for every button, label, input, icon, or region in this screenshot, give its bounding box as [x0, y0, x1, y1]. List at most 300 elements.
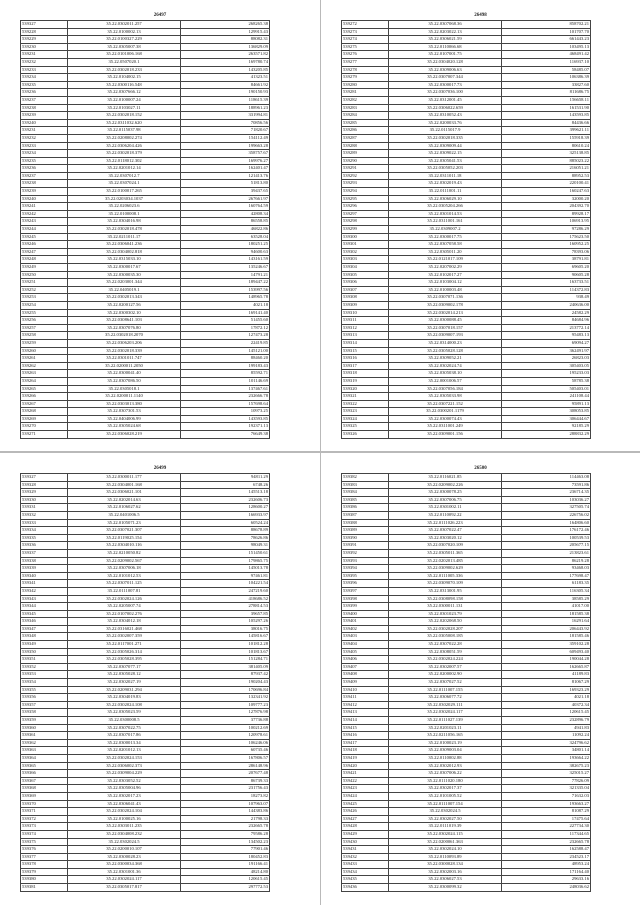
row-id-cell: 539427: [342, 815, 389, 823]
row-id-cell: 539392: [342, 549, 389, 557]
row-id-cell: 539239: [21, 112, 68, 120]
table-row: [342, 496, 591, 504]
row-id-cell: 539369: [21, 792, 68, 800]
code-cell: 35.22.0302028.207: [389, 625, 502, 633]
code-cell: 35.22.0200011.1140: [68, 393, 181, 401]
row-id-cell: 539331: [21, 504, 68, 512]
row-id-cell: 539309: [342, 301, 389, 309]
code-cell: 35.22.0201023.11: [389, 724, 502, 732]
table-row: [21, 431, 270, 439]
row-id-cell: 539281: [342, 89, 389, 97]
row-id-cell: 539306: [342, 279, 389, 287]
row-id-cell: 539330: [21, 496, 68, 504]
table-row: [342, 294, 591, 302]
code-cell: 35.22.0305011.365: [389, 549, 502, 557]
row-id-cell: 539264: [21, 377, 68, 385]
code-cell: 35.22.0306204.426: [68, 142, 181, 150]
code-cell: 35.22.0309007.2: [389, 226, 502, 234]
amount-cell: 232666.78: [181, 393, 270, 401]
row-id-cell: 539246: [21, 241, 68, 249]
table-row: [21, 423, 270, 431]
code-cell: 35.22.0302024.104: [68, 808, 181, 816]
amount-cell: 51813.80: [181, 180, 270, 188]
row-id-cell: 539287: [342, 134, 389, 142]
code-cell: 35.22.0307021.307: [68, 527, 181, 535]
amount-cell: 85592.71: [181, 370, 270, 378]
row-id-cell: 539243: [21, 218, 68, 226]
table-row: [342, 618, 591, 626]
row-id-cell: 539329: [21, 489, 68, 497]
row-id-cell: 539428: [342, 823, 389, 831]
row-id-cell: 539414: [342, 717, 389, 725]
code-cell: 35.22.0110092.22: [389, 511, 502, 519]
code-cell: 35.22.0309007.193: [389, 332, 502, 340]
row-id-cell: 539300: [342, 233, 389, 241]
table-row: [342, 732, 591, 740]
amount-cell: 192371.13: [181, 423, 270, 431]
page-title: 26497: [153, 13, 167, 18]
code-cell: 35.22.0200033.76: [389, 119, 502, 127]
code-cell: 35.22.0302024.108: [68, 701, 181, 709]
row-id-cell: 539357: [21, 701, 68, 709]
row-id-cell: 539288: [342, 142, 389, 150]
amount-cell: 98049.31: [181, 542, 270, 550]
amount-cell: 206443.92: [502, 625, 591, 633]
code-cell: 35.22.0115017.9: [389, 127, 502, 135]
amount-cell: 216051.21: [502, 165, 591, 173]
row-id-cell: 539241: [21, 203, 68, 211]
table-row: [342, 717, 591, 725]
table-row: [342, 431, 591, 439]
row-id-cell: 539235: [21, 81, 68, 89]
code-cell: 35.22.0303011.235: [68, 823, 181, 831]
code-cell: 35.22.0302024.153: [68, 754, 181, 762]
amount-cell: 661443.23: [502, 36, 591, 44]
table-row: [21, 385, 270, 393]
table-row: [21, 51, 270, 59]
table-row: [342, 127, 591, 135]
code-cell: 35.22.0205007.74: [68, 603, 181, 611]
amount-cell: 145013.78: [181, 565, 270, 573]
row-id-cell: 539249: [21, 264, 68, 272]
table-row: [342, 846, 591, 854]
amount-cell: 69094.27: [502, 339, 591, 347]
amount-cell: 167806.57: [181, 754, 270, 762]
code-cell: 35.22.0306028.219: [68, 431, 181, 439]
amount-cell: 89928.17: [502, 210, 591, 218]
amount-cell: 145513.18: [181, 489, 270, 497]
code-cell: 35.22.0309002.178: [389, 301, 502, 309]
table-row: [342, 641, 591, 649]
row-id-cell: 539238: [21, 180, 68, 188]
row-id-cell: 539261: [21, 355, 68, 363]
code-cell: 35.22.0305008.185: [389, 633, 502, 641]
code-cell: 35.22.0304001.168: [68, 481, 181, 489]
code-cell: 35.22.0307017.86: [68, 732, 181, 740]
table-row: [342, 157, 591, 165]
row-id-cell: 539271: [21, 431, 68, 439]
row-id-cell: 539235: [21, 157, 68, 165]
amount-cell: 101707.70: [502, 28, 591, 36]
code-cell: 35.22.0302013.343: [68, 294, 181, 302]
table-row: [342, 853, 591, 861]
table-row: [21, 165, 270, 173]
amount-cell: 189447.22: [181, 279, 270, 287]
amount-cell: 120978.61: [181, 732, 270, 740]
amount-cell: 220100.41: [502, 180, 591, 188]
row-id-cell: 539237: [21, 172, 68, 180]
amount-cell: 39657.85: [181, 610, 270, 618]
table-row: [21, 732, 270, 740]
amount-cell: 92185.29: [502, 423, 591, 431]
row-id-cell: 539315: [342, 347, 389, 355]
row-id-cell: 539355: [21, 686, 68, 694]
table-row: [21, 355, 270, 363]
row-id-cell: 539395: [342, 572, 389, 580]
table-row: [21, 747, 270, 755]
code-cell: 35.22.0404006.99: [68, 415, 181, 423]
amount-cell: 94811.29: [181, 474, 270, 482]
amount-cell: 164806.60: [502, 519, 591, 527]
row-id-cell: 539296: [342, 203, 389, 211]
row-id-cell: 539316: [342, 355, 389, 363]
amount-cell: 69605.20: [502, 264, 591, 272]
table-row: [342, 233, 591, 241]
table-row: [342, 663, 591, 671]
table-row: [21, 656, 270, 664]
amount-cell: 157698.64: [181, 400, 270, 408]
table-row: [21, 610, 270, 618]
data-table: [341, 473, 591, 892]
code-cell: 35.22.0001006.57: [389, 377, 502, 385]
row-id-cell: 539422: [342, 777, 389, 785]
table-row: [21, 830, 270, 838]
amount-cell: 151450.61: [181, 549, 270, 557]
amount-cell: 169976.27: [181, 157, 270, 165]
table-row: [21, 43, 270, 51]
amount-cell: 21798.33: [181, 815, 270, 823]
table-row: [342, 648, 591, 656]
code-cell: 35.22.0308641.103: [68, 317, 181, 325]
table-row: [342, 861, 591, 869]
row-id-cell: 539254: [21, 301, 68, 309]
document-page-2: [321, 0, 640, 451]
table-row: [21, 565, 270, 573]
row-id-cell: 539373: [21, 823, 68, 831]
table-row: [21, 218, 270, 226]
code-cell: 35.22.0107002.276: [68, 610, 181, 618]
code-cell: 35.22.0309006.63: [389, 66, 502, 74]
row-id-cell: 539356: [21, 694, 68, 702]
table-row: [342, 66, 591, 74]
table-row: [21, 481, 270, 489]
code-cell: 35.22.0307007.344: [389, 74, 502, 82]
table-row: [21, 496, 270, 504]
amount-cell: 858702.21: [502, 21, 591, 29]
code-cell: 35.22.0304020.128: [389, 58, 502, 66]
amount-cell: 16291.64: [502, 618, 591, 626]
table-row: [342, 830, 591, 838]
amount-cell: 175623.50: [502, 233, 591, 241]
amount-cell: 114372.83: [502, 286, 591, 294]
row-id-cell: 539344: [21, 603, 68, 611]
code-cell: 35.22.0206023.6: [68, 203, 181, 211]
amount-cell: 134502.23: [181, 838, 270, 846]
amount-cell: 86739.33: [181, 777, 270, 785]
table-row: [21, 400, 270, 408]
code-cell: 35.22.0302018.233: [68, 66, 181, 74]
row-id-cell: 539381: [21, 884, 68, 892]
amount-cell: 87937.42: [181, 671, 270, 679]
row-id-cell: 539277: [342, 58, 389, 66]
row-id-cell: 539429: [342, 830, 389, 838]
code-cell: 35.22.0307006.18: [68, 565, 181, 573]
amount-cell: 321335.04: [502, 785, 591, 793]
data-table: [20, 20, 270, 439]
amount-cell: 160764.59: [181, 203, 270, 211]
amount-cell: 505403.01: [502, 385, 591, 393]
code-cell: 35.22.0307012.7: [68, 172, 181, 180]
table-row: [342, 241, 591, 249]
row-id-cell: 539342: [21, 587, 68, 595]
row-id-cell: 539280: [342, 81, 389, 89]
row-id-cell: 539276: [342, 51, 389, 59]
table-row: [342, 309, 591, 317]
row-id-cell: 539301: [342, 241, 389, 249]
table-row: [21, 89, 270, 97]
amount-cell: 100539.53: [502, 534, 591, 542]
table-row: [342, 709, 591, 717]
code-cell: 35.22.0305204.266: [389, 203, 502, 211]
code-cell: 35.22.0303020.12: [389, 534, 502, 542]
row-id-cell: 539260: [21, 347, 68, 355]
table-row: [21, 633, 270, 641]
amount-cell: 4021.18: [181, 301, 270, 309]
amount-cell: 190150.93: [181, 89, 270, 97]
amount-cell: 120615.45: [502, 709, 591, 717]
amount-cell: 41189.83: [502, 671, 591, 679]
table-row: [21, 36, 270, 44]
row-id-cell: 539348: [21, 633, 68, 641]
amount-cell: 4021.18: [502, 694, 591, 702]
amount-cell: 362491.97: [502, 347, 591, 355]
table-row: [21, 415, 270, 423]
table-row: [342, 504, 591, 512]
amount-cell: 109777.23: [181, 701, 270, 709]
code-cell: 35.22.0306041.43: [68, 800, 181, 808]
amount-cell: 86219.28: [502, 557, 591, 565]
table-row: [342, 868, 591, 876]
code-cell: 35.22.0306021.101: [68, 489, 181, 497]
code-cell: 35.22.0302012.93: [389, 762, 502, 770]
code-cell: 35.22.0312001.45: [389, 96, 502, 104]
row-id-cell: 539360: [21, 724, 68, 732]
code-cell: 35.22.0304010.116: [68, 542, 181, 550]
amount-cell: 162588.47: [502, 846, 591, 854]
row-id-cell: 539435: [342, 876, 389, 884]
code-cell: 35.22.0202013.485: [389, 557, 502, 565]
table-row: [21, 868, 270, 876]
row-id-cell: 539234: [21, 150, 68, 158]
code-cell: 35.22.0302018.2070: [68, 332, 181, 340]
amount-cell: 58785.38: [502, 377, 591, 385]
table-row: [342, 527, 591, 535]
row-id-cell: 539410: [342, 686, 389, 694]
table-row: [342, 226, 591, 234]
row-id-cell: 539399: [342, 603, 389, 611]
row-id-cell: 539279: [342, 74, 389, 82]
amount-cell: 84684.96: [502, 317, 591, 325]
code-cell: 35.22.0300302.10: [68, 309, 181, 317]
code-cell: 35.22.0305041.53: [389, 157, 502, 165]
code-cell: 35.22.0305028.128: [389, 347, 502, 355]
table-row: [342, 633, 591, 641]
code-cell: 35.22.0311001.161: [389, 218, 502, 226]
row-id-cell: 539236: [21, 89, 68, 97]
amount-cell: 180452.83: [181, 853, 270, 861]
amount-cell: 86558.85: [181, 218, 270, 226]
amount-cell: 14791.21: [181, 271, 270, 279]
amount-cell: 161531.90: [502, 104, 591, 112]
code-cell: 35.22.0307058.58: [389, 241, 502, 249]
amount-cell: 267661.97: [181, 195, 270, 203]
table-row: [21, 256, 270, 264]
row-id-cell: 539282: [342, 96, 389, 104]
table-row: [342, 142, 591, 150]
table-row: [342, 317, 591, 325]
row-id-cell: 539396: [342, 580, 389, 588]
row-id-cell: 539416: [342, 732, 389, 740]
row-id-cell: 539347: [21, 625, 68, 633]
table-row: [342, 332, 591, 340]
table-row: [21, 74, 270, 82]
table-row: [342, 511, 591, 519]
code-cell: 35.22.0302017.23: [68, 792, 181, 800]
table-row: [342, 423, 591, 431]
code-cell: 35.22.0302014.213: [389, 309, 502, 317]
table-row: [342, 195, 591, 203]
code-cell: 35.22.0208002.274: [68, 134, 181, 142]
code-cell: 35.22.0302018.335: [389, 134, 502, 142]
amount-cell: 241108.44: [502, 393, 591, 401]
amount-cell: 106913.95: [502, 218, 591, 226]
row-id-cell: 539289: [342, 150, 389, 158]
table-row: [21, 603, 270, 611]
code-cell: 35.22.0101006.168: [68, 51, 181, 59]
code-cell: 35.22.0115037.98: [68, 127, 181, 135]
amount-cell: 84436.66: [502, 119, 591, 127]
table-row: [342, 400, 591, 408]
row-id-cell: 539326: [342, 431, 389, 439]
code-cell: 35.22.0304002.818: [68, 248, 181, 256]
code-cell: 35.22.0110093.89: [389, 853, 502, 861]
table-row: [342, 165, 591, 173]
table-row: [342, 408, 591, 416]
amount-cell: 263571.82: [181, 51, 270, 59]
table-row: [342, 36, 591, 44]
code-cell: 35.22.0307022.75: [68, 724, 181, 732]
code-cell: 35.22.0311011.18: [389, 172, 502, 180]
row-id-cell: 539232: [21, 134, 68, 142]
table-row: [342, 542, 591, 550]
code-cell: 35.22.0302024.117: [68, 876, 181, 884]
code-cell: 35.22.0307666.12: [68, 89, 181, 97]
amount-cell: 70856.56: [181, 119, 270, 127]
amount-cell: 105297.26: [181, 618, 270, 626]
code-cell: 35.22.0314000.23: [389, 339, 502, 347]
table-row: [21, 724, 270, 732]
amount-cell: 32000.20: [502, 195, 591, 203]
code-cell: 35.22.0310052.43: [389, 112, 502, 120]
row-id-cell: 539297: [342, 210, 389, 218]
amount-cell: 169780.74: [181, 58, 270, 66]
code-cell: 35.22.0200011.2050: [68, 362, 181, 370]
row-id-cell: 539398: [342, 595, 389, 603]
table-row: [21, 762, 270, 770]
row-id-cell: 539270: [21, 423, 68, 431]
table-row: [21, 663, 270, 671]
code-cell: 35.22.0307006.75: [389, 496, 502, 504]
code-cell: 35.22.0302027.19: [68, 679, 181, 687]
code-cell: 35.22.0304016.98: [68, 218, 181, 226]
row-id-cell: 539411: [342, 694, 389, 702]
amount-cell: 95483.13: [502, 332, 591, 340]
amount-cell: 155918.39: [502, 134, 591, 142]
row-id-cell: 539259: [21, 339, 68, 347]
amount-cell: 148965.78: [181, 294, 270, 302]
code-cell: 35.22.0300017.75: [389, 233, 502, 241]
amount-cell: 90605.28: [502, 271, 591, 279]
page-title: 26499: [153, 466, 167, 471]
amount-cell: 95891.13: [502, 400, 591, 408]
code-cell: 35.22.0302029.111: [389, 701, 502, 709]
table-row: [21, 309, 270, 317]
amount-cell: 160952.25: [502, 241, 591, 249]
table-row: [21, 119, 270, 127]
amount-cell: 120615.45: [181, 876, 270, 884]
row-id-cell: 539425: [342, 800, 389, 808]
table-row: [342, 686, 591, 694]
amount-cell: 127876.98: [181, 709, 270, 717]
amount-cell: 38791.81: [502, 256, 591, 264]
code-cell: 35.22.0300017.73: [389, 81, 502, 89]
table-row: [342, 565, 591, 573]
table-row: [342, 21, 591, 29]
amount-cell: 177698.47: [502, 572, 591, 580]
table-row: [342, 256, 591, 264]
row-id-cell: 539295: [342, 195, 389, 203]
code-cell: 35.22.0202014.63: [68, 496, 181, 504]
row-id-cell: 539377: [21, 853, 68, 861]
amount-cell: 268265.38: [181, 21, 270, 29]
table-row: [21, 339, 270, 347]
table-row: [342, 180, 591, 188]
amount-cell: 77901.46: [181, 846, 270, 854]
table-row: [21, 301, 270, 309]
amount-cell: 468491.42: [502, 51, 591, 59]
amount-cell: 193663.27: [502, 800, 591, 808]
code-cell: 35.22.0301001.36: [68, 868, 181, 876]
table-row: [21, 226, 270, 234]
table-row: [342, 203, 591, 211]
table-row: [21, 81, 270, 89]
row-id-cell: 539420: [342, 762, 389, 770]
row-id-cell: 539305: [342, 271, 389, 279]
amount-cell: 34801.14: [502, 747, 591, 755]
amount-cell: 359102.28: [502, 641, 591, 649]
table-row: [342, 264, 591, 272]
code-cell: 35.22.0300017.67: [68, 264, 181, 272]
